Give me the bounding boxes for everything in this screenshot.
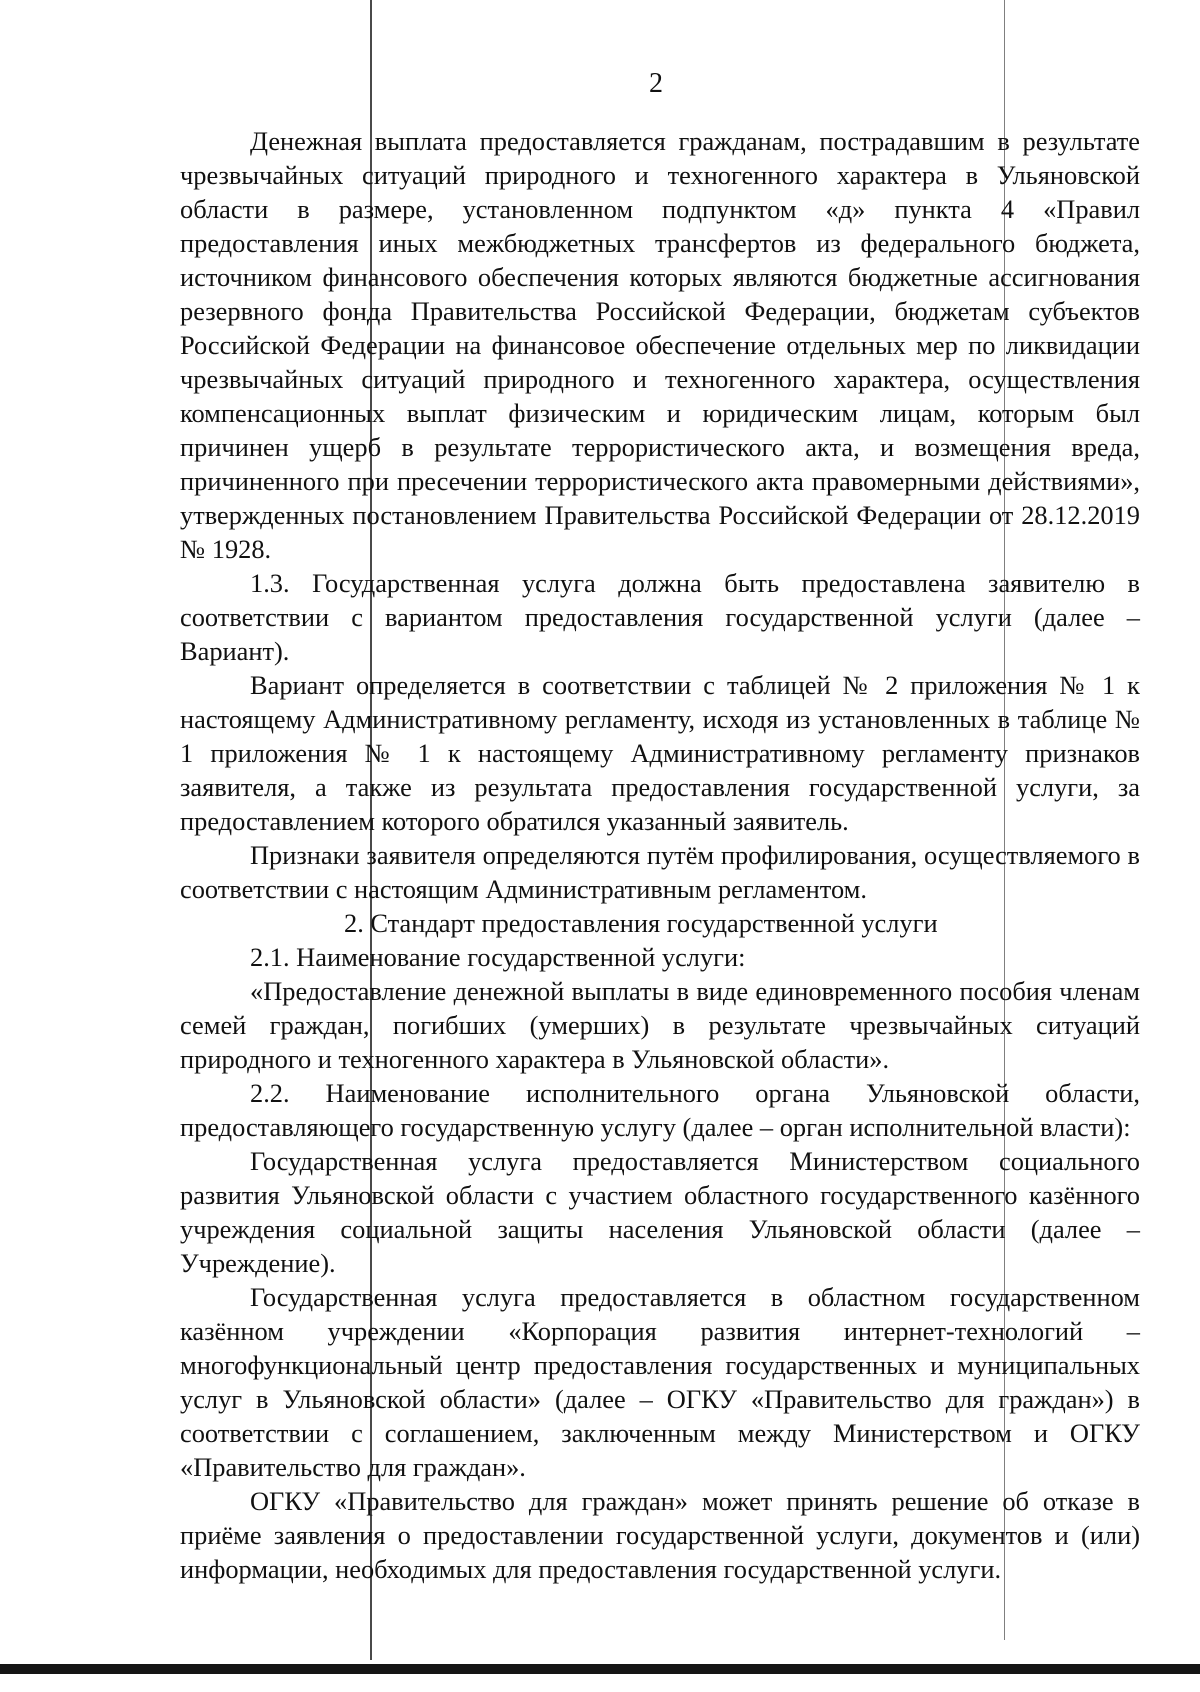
scan-bottom-edge [0, 1664, 1200, 1674]
page-number: 2 [649, 68, 663, 99]
paragraph-mfc: Государственная услуга предоставляется в областном государственном казённом учреждении «Корпорация развития интернет-технологий – многофункциональный центр предоставления государственных и муниципальных услуг в Ульяновской области» (далее – ОГКУ «Правительство для граждан») в соответствии с соглашением, заключенным между Министерством и ОГКУ «Правительство для граждан». [180, 1282, 1140, 1482]
paragraph-applicant-signs: Признаки заявителя определяются путём профилирования, осуществляемого в соответствии с настоящим Административным регламентом. [180, 840, 1140, 904]
paragraph-ministry: Государственная услуга предоставляется Министерством социального развития Ульяновской области с участием областного государственного казённого учреждения социальной защиты населения Ульяновской области (далее – Учреждение). [180, 1146, 1140, 1278]
paragraph-refusal: ОГКУ «Правительство для граждан» может принять решение об отказе в приёме заявления о предоставлении государственной услуги, документов и (или) информации, необходимых для предоставления государственной услуги. [180, 1486, 1140, 1584]
document-body [180, 124, 1140, 1586]
section-heading-2: 2. Стандарт предоставления государственной услуги [344, 908, 938, 938]
paragraph-2-1: 2.1. Наименование государственной услуги: [250, 942, 746, 972]
paragraph-monetary-payment: Денежная выплата предоставляется гражданам, пострадавшим в результате чрезвычайных ситуаций природного и техногенного характера в Ульяновской области в размере, установленном подпунктом «д» пункта 4 «Правил предоставления иных межбюджетных трансфертов из федерального бюджета, источником финансового обеспечения которых являются бюджетные ассигнования резервного фонда Правительства Российской Федерации, бюджетам субъектов Российской Федерации на финансовое обеспечение отдельных мер по ликвидации чрезвычайных ситуаций природного и техногенного характера, осуществления компенсационных выплат физическим и юридическим лицам, которым был причинен ущерб в результате террористического акта, и возмещения вреда, причиненного при пресечении террористического акта правомерными действиями», утвержденных постановлением Правительства Российской Федерации от 28.12.2019 № 1928. [180, 126, 1140, 564]
paragraph-variant: Вариант определяется в соответствии с таблицей № 2 приложения № 1 к настоящему Административному регламенту, исходя из установленных в таблице № 1 приложения № 1 к настоящему Административному регламенту признаков заявителя, а также из результата предоставления государственной услуги, за предоставлением которого обратился указанный заявитель. [180, 670, 1140, 836]
paragraph-service-name: «Предоставление денежной выплаты в виде единовременного пособия членам семей граждан, погибших (умерших) в результате чрезвычайных ситуаций природного и техногенного характера в Ульяновской области». [180, 976, 1140, 1074]
paragraph-1-3: 1.3. Государственная услуга должна быть предоставлена заявителю в соответствии с вариантом предоставления государственной услуги (далее – Вариант). [180, 568, 1140, 666]
paragraph-2-2: 2.2. Наименование исполнительного органа Ульяновской области, предоставляющего государственную услугу (далее – орган исполнительной власти): [180, 1078, 1140, 1142]
